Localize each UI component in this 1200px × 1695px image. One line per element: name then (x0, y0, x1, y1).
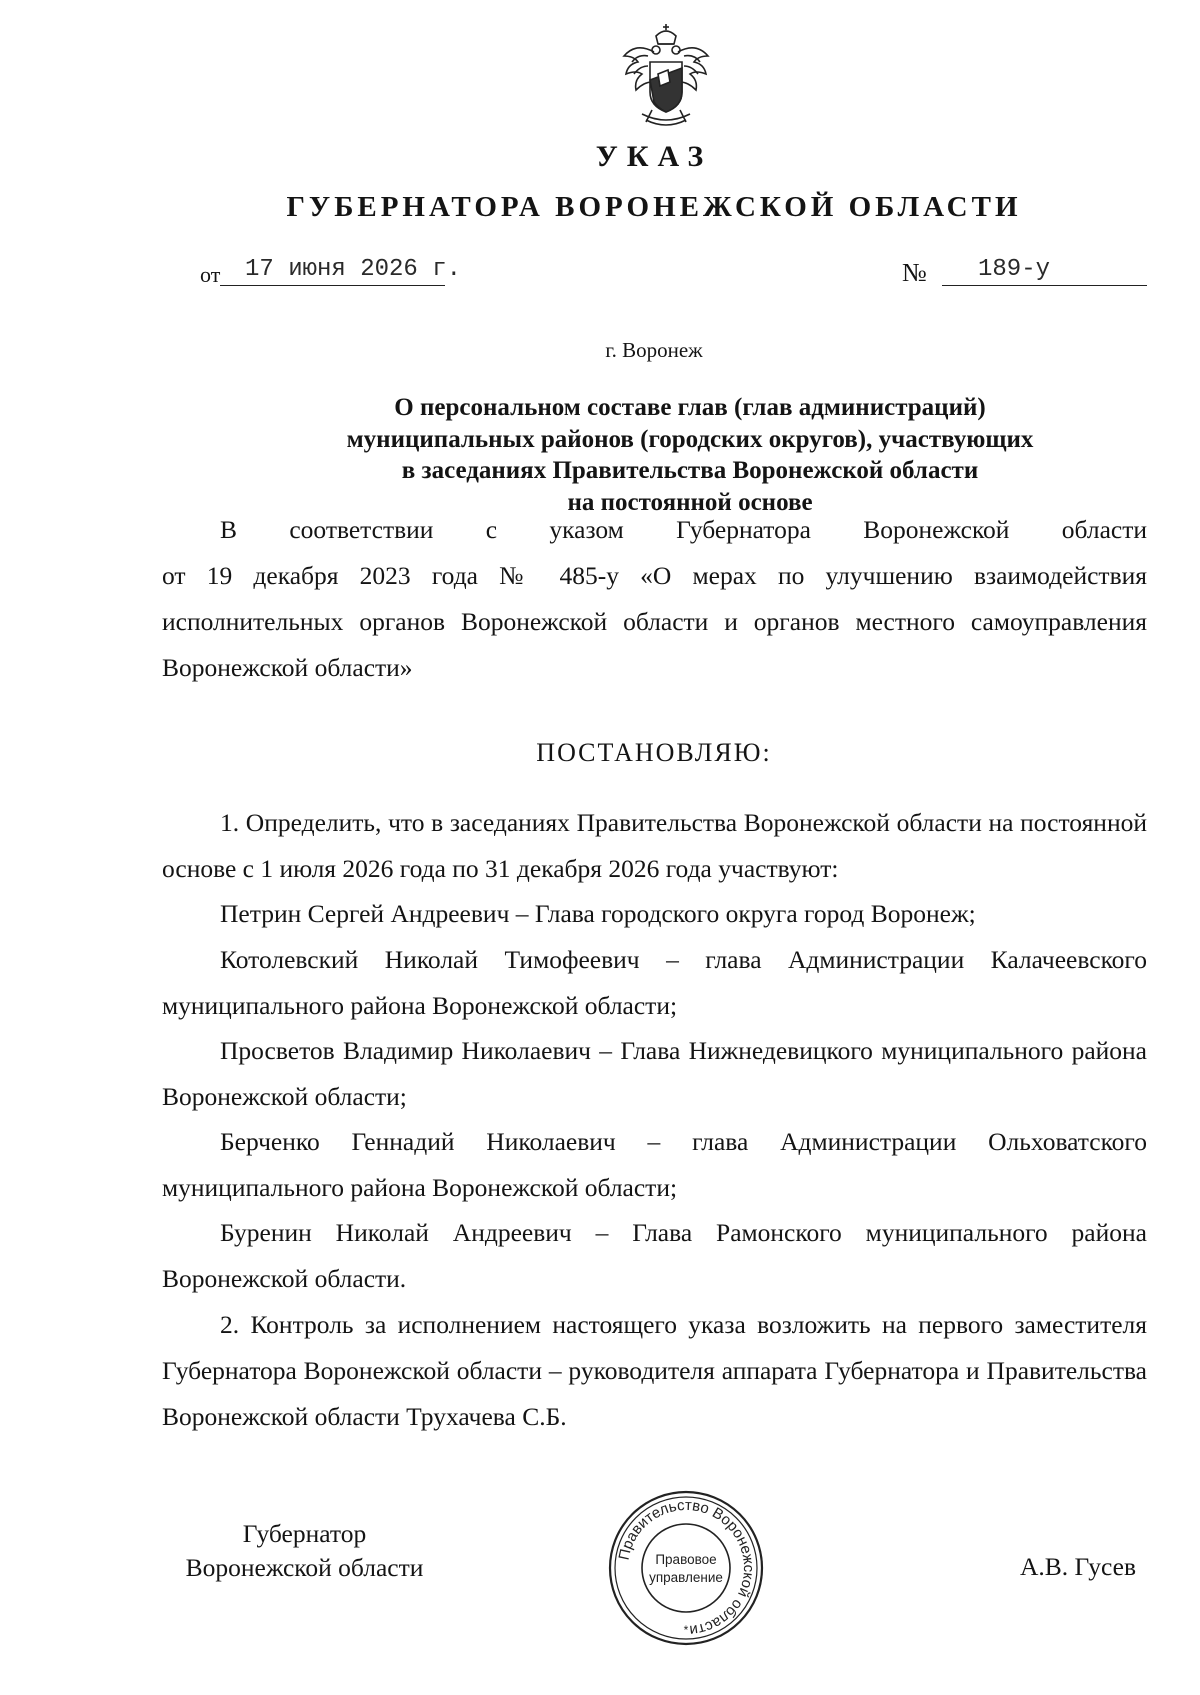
item-2: 2. Контроль за исполнением настоящего указа возложить на первого заместителя Губернатора Воронежской области – руководителя аппарата Губернатора и Правительства Воронежской области Трухачева С.Б. (162, 1310, 1147, 1431)
city: г. Воронеж (605, 338, 703, 362)
date-prefix: от (200, 262, 221, 287)
member-4: Берченко Геннадий Николаевич – глава Администрации Ольховатского муниципального района Воронежской области; (162, 1127, 1147, 1202)
number-prefix: № (902, 258, 927, 287)
decree-subject (160, 392, 1150, 518)
signatory-post-line: Воронежской области (185, 1553, 424, 1582)
decree-date: 17 июня 2026 г. (245, 256, 462, 283)
member-2: Котолевский Николай Тимофеевич – глава Администрации Калачеевского муниципального района Воронежской области; (162, 945, 1147, 1020)
stamp-star-icon: * (683, 1623, 689, 1637)
item-1: 1. Определить, что в заседаниях Правительства Воронежской области на постоянной основе с 1 июля 2026 года по 31 декабря 2026 года участвуют: (162, 808, 1147, 883)
subject-line: муниципальных районов (городских округов), участвующих (346, 425, 1034, 453)
member-1: Петрин Сергей Андреевич – Глава городского округа город Воронеж; (220, 899, 976, 928)
number-underline (942, 285, 1147, 286)
decree-word: ПОСТАНОВЛЯЮ: (536, 738, 772, 767)
coat-of-arms-icon (618, 22, 714, 132)
stamp-center-line: управление (649, 1570, 723, 1585)
subject-line: О персональном составе глав (глав администраций) (394, 394, 986, 421)
signatory-post-line: Губернатор (242, 1519, 367, 1548)
decree-number: 189-у (978, 256, 1051, 283)
issuer-title: ГУБЕРНАТОРА ВОРОНЕЖСКОЙ ОБЛАСТИ (286, 191, 1022, 223)
member-3: Просветов Владимир Николаевич – Глава Нижнедевицкого муниципального района Воронежской области; (162, 1036, 1147, 1111)
date-underline (220, 285, 445, 286)
preamble-first-line: В соответствии с указом Губернатора Воронежской области (220, 515, 1147, 544)
signatory-name: А.В. Гусев (1019, 1552, 1136, 1581)
subject-line: в заседаниях Правительства Воронежской области (401, 457, 979, 484)
stamp-ring-text: Правительство Воронежской области (615, 1496, 758, 1639)
document-type-title: УКАЗ (595, 140, 713, 173)
member-5: Буренин Николай Андреевич – Глава Рамонского муниципального района Воронежской области. (162, 1218, 1147, 1293)
signatory-post (162, 1517, 447, 1585)
stamp-center-line: Правовое (655, 1552, 717, 1567)
official-stamp (606, 1488, 766, 1648)
preamble-text: от 19 декабря 2023 года № 485-у «О мерах по улучшению взаимодействия исполнительных органов Воронежской области и органов местного самоуправления Воронежской области» (162, 561, 1147, 682)
subject-line: на постоянной основе (567, 488, 813, 516)
